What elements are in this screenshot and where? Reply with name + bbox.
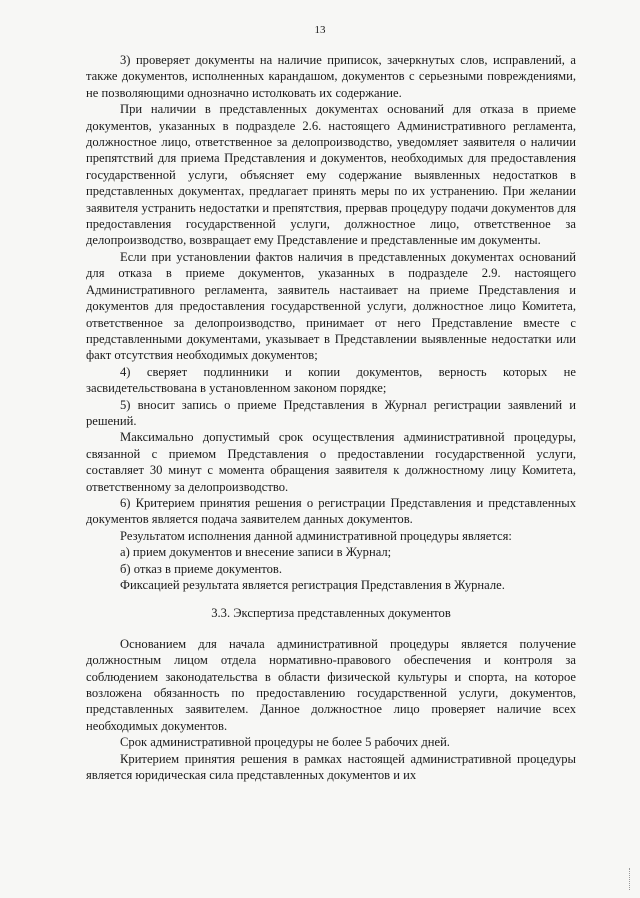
paragraph-result-a: а) прием документов и внесение записи в Журнал;: [120, 545, 392, 560]
paragraph-result-intro: Результатом исполнения данной административной процедуры является:: [120, 528, 512, 543]
paragraph-expertise-duration: Срок административной процедуры не более 5 рабочих дней.: [120, 735, 450, 750]
paragraph-decision-criterion: 6) Критерием принятия решения о регистрации Представления и представленных документов является подача заявителем данных документов.: [86, 495, 576, 527]
paragraph-max-duration: Максимально допустимый срок осуществления административной процедуры, связанной с приемом Представления о предоставлении государственной услуги, составляет 30 минут с момента обращения заявителя к должностному лицу Комитета, ответственному за делопроизводство.: [86, 430, 576, 494]
paragraph-result-b: б) отказ в приеме документов.: [120, 561, 282, 576]
paragraph-result-fixation: Фиксацией результата является регистрация Представления в Журнале.: [120, 578, 505, 592]
scan-margin-mark: [629, 868, 632, 890]
paragraph-check-documents: 3) проверяет документы на наличие приписок, зачеркнутых слов, исправлений, а также документов, исполненных карандашом, документов с серьезными повреждениями, не позволяющими однозначно истолковать их содержание.: [86, 53, 576, 100]
paragraph-expertise-criterion: Критерием принятия решения в рамках настоящей административной процедуры является юридическая сила представленных документов и их: [86, 751, 576, 783]
paragraph-expertise-basis: Основанием для начала административной процедуры является получение должностным лицом отдела нормативно-правового обеспечения и контроля за соблюдением законодательства в области физической культуры и спорта, на которое возложена обязанность по предоставлению государственной услуги, документов, представленных заявителем. Данное должностное лицо проверяет наличие всех необходимых документов.: [86, 636, 576, 733]
paragraph-refusal-grounds: При наличии в представленных документах оснований для отказа в приеме документов, указанных в подразделе 2.6. настоящего Административного регламента, должностное лицо, ответственное за делопроизводство, уведомляет заявителя о наличии препятствий для приема Представления и документов, необходимых для предоставления государственной услуги, объясняет ему содержание выявленных недостатков в представленных документах, предлагает принять меры по их устранению. При желании заявителя устранить недостатки и препятствия, прервав процедуру подачи документов для предоставления государственной услуги, должностное лицо, ответственное за делопроизводство, возвращает ему Представление и представленные им документы.: [86, 102, 576, 248]
section-heading: 3.3. Экспертиза представленных документов: [211, 606, 451, 621]
page-number: 13: [314, 24, 326, 36]
paragraph-verify-originals: 4) сверяет подлинники и копии документов, верность которых не засвидетельствована в установленном законом порядке;: [86, 364, 576, 396]
paragraph-journal-entry: 5) вносит запись о приеме Представления в Журнал регистрации заявлений и решений.: [86, 397, 576, 428]
paragraph-applicant-insists: Если при установлении фактов наличия в представленных документах оснований для отказа в приеме документов, указанных в подразделе 2.9. настоящего Административного регламента, заявитель настаивает на приеме Представления и документов для предоставления государственной услуги, должностное лицо Комитета, ответственное за делопроизводство, принимает от него Представление вместе с представленными документами, указывает в Представлении выявленные недостатки или факт отсутствия необходимых документов;: [86, 249, 576, 363]
